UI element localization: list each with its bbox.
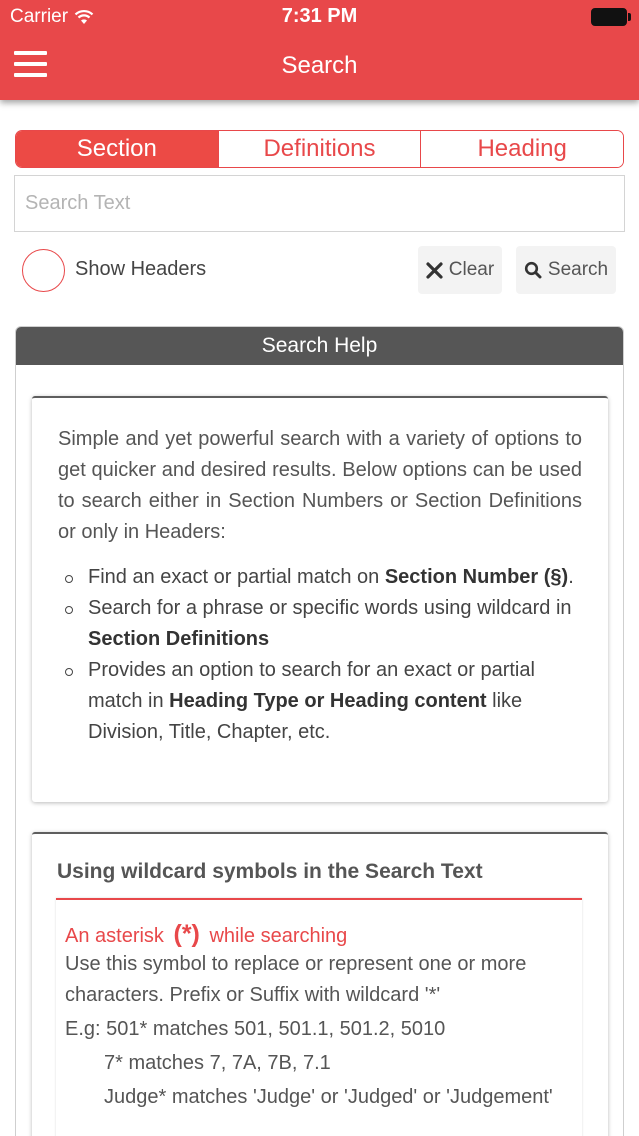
search-mode-tabs xyxy=(15,130,624,168)
wildcard-heading: Using wildcard symbols in the Search Text xyxy=(57,860,483,883)
top-bar xyxy=(0,0,639,100)
battery-icon xyxy=(591,8,631,26)
clear-button-label: Clear xyxy=(448,259,495,280)
show-headers-label: Show Headers xyxy=(75,258,207,280)
navigation-bar xyxy=(0,34,639,100)
carrier-label: Carrier xyxy=(10,6,69,27)
help-overview-card xyxy=(32,396,608,802)
asterisk-example-2: 7* matches 7, 7A, 7B, 7.1 xyxy=(104,1052,331,1074)
asterisk-example-3: Judge* matches 'Judge' or 'Judged' or 'Judgement' xyxy=(104,1086,553,1108)
list-item: Search for a phrase or specific words using wildcard in Section Definitions xyxy=(58,593,582,655)
clear-button[interactable] xyxy=(418,246,502,294)
asterisk-title: An asterisk (*) while searching xyxy=(65,920,348,948)
status-bar xyxy=(0,0,639,34)
tab-heading[interactable]: Heading xyxy=(420,131,623,167)
tab-section[interactable]: Section xyxy=(16,131,218,167)
show-headers-radio[interactable] xyxy=(22,249,65,292)
asterisk-description: Use this symbol to replace or represent one or more characters. Prefix or Suffix with wildcard '*' xyxy=(65,953,527,1006)
wildcard-help-card xyxy=(32,832,608,1136)
close-icon xyxy=(426,262,443,279)
help-intro: Simple and yet powerful search with a variety of options to get quicker and desired results. Below options can be used to search either in Section Numbers or Section Definitions or only in Headers: xyxy=(58,428,582,543)
search-input[interactable] xyxy=(14,175,625,232)
asterisk-help-box xyxy=(56,898,582,1136)
asterisk-symbol: (*) xyxy=(173,920,200,948)
search-icon xyxy=(524,261,542,279)
list-item: Provides an option to search for an exact or partial match in Heading Type or Heading content like Division, Title, Chapter, etc. xyxy=(58,655,582,748)
tab-definitions[interactable]: Definitions xyxy=(218,131,421,167)
search-button-label: Search xyxy=(547,259,609,280)
search-help-panel xyxy=(15,326,624,1136)
search-help-title: Search Help xyxy=(16,327,623,365)
asterisk-example-1: E.g: 501* matches 501, 501.1, 501.2, 5010 xyxy=(65,1018,446,1040)
search-button[interactable] xyxy=(516,246,616,294)
status-time: 7:31 PM xyxy=(281,5,358,27)
page-title: Search xyxy=(281,52,358,79)
help-option-list xyxy=(58,562,582,748)
list-item: Find an exact or partial match on Section Number (§). xyxy=(58,562,582,593)
